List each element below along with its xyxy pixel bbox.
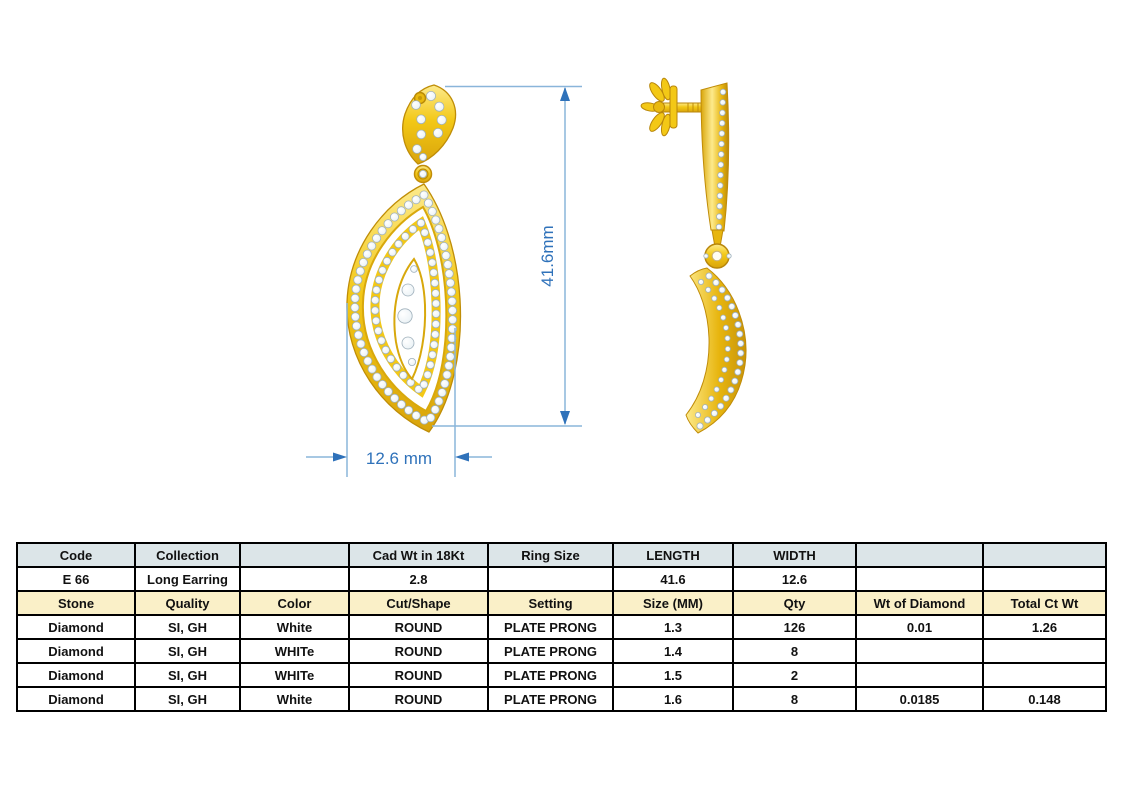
diamond-dot (378, 380, 386, 388)
table-cell: PLATE PRONG (488, 639, 613, 663)
table-cell: Diamond (17, 663, 135, 687)
diamond-dot (719, 141, 725, 147)
table-row (17, 615, 1106, 639)
table-cell: Setting (488, 591, 613, 615)
diamond-dot (354, 331, 362, 339)
diamond-dot (360, 348, 368, 356)
diamond-dot (446, 279, 454, 287)
diamond-dot (424, 239, 432, 247)
diamond-dot (709, 396, 714, 401)
diamond-dot (435, 102, 444, 111)
table-cell: ROUND (349, 639, 488, 663)
width-dimension-label: 12.6 mm (365, 449, 433, 468)
diamond-dot (389, 249, 397, 257)
table-cell: Collection (135, 543, 240, 567)
diamond-dot (725, 336, 730, 341)
table-cell: 0.0185 (856, 687, 983, 711)
table-cell: PLATE PRONG (488, 663, 613, 687)
diamond-dot (735, 322, 741, 328)
diamond-dot (441, 380, 449, 388)
diamond-dot (429, 351, 437, 359)
diamond-dot (431, 406, 439, 414)
diamond-dot (412, 411, 420, 419)
diamond-dot (417, 115, 426, 124)
table-cell: 1.6 (613, 687, 733, 711)
table-cell: Stone (17, 591, 135, 615)
diamond-dot (723, 325, 728, 330)
diamond-dot (735, 369, 741, 375)
diamond-dot (446, 353, 454, 361)
diamond-dot (400, 372, 408, 380)
table-cell (983, 663, 1106, 687)
center-diamond (402, 284, 414, 296)
diamond-dot (432, 290, 440, 298)
diamond-dot (445, 270, 453, 278)
spec-table (16, 542, 1107, 712)
diamond-dot (387, 355, 395, 363)
diamond-dot (698, 279, 703, 284)
table-cell: 8 (733, 639, 856, 663)
diamond-dot (729, 303, 735, 309)
diamond-dot (720, 110, 726, 116)
length-dimension-label: 41.6mm (538, 225, 557, 287)
table-cell: ROUND (349, 663, 488, 687)
diamond-dot (724, 295, 730, 301)
diamond-dot (420, 381, 428, 389)
table-cell (856, 639, 983, 663)
diamond-dot (368, 242, 376, 250)
table-cell: 1.26 (983, 615, 1106, 639)
diamond-dot (371, 296, 379, 304)
table-cell: PLATE PRONG (488, 687, 613, 711)
diamond-dot (723, 395, 729, 401)
table-cell: Cut/Shape (349, 591, 488, 615)
diamond-dot (704, 254, 708, 258)
diamond-dot (397, 400, 405, 408)
diamond-dot (359, 258, 367, 266)
diamond-dot (352, 322, 360, 330)
diamond-dot (704, 417, 710, 423)
diamond-dot (413, 145, 422, 154)
diamond-dot (364, 357, 372, 365)
table-cell: SI, GH (135, 615, 240, 639)
table-row (17, 687, 1106, 711)
diamond-dot (435, 225, 443, 233)
diamond-dot (718, 162, 724, 168)
diamond-dot (717, 214, 723, 220)
table-cell: ROUND (349, 615, 488, 639)
diamond-dot (419, 170, 426, 177)
diamond-dot (397, 207, 405, 215)
table-cell: Diamond (17, 639, 135, 663)
diamond-dot (432, 310, 440, 318)
table-cell: LENGTH (613, 543, 733, 567)
diamond-dot (443, 371, 451, 379)
diamond-dot (435, 397, 443, 405)
diamond-dot (390, 213, 398, 221)
diamond-dot (719, 131, 725, 137)
diamond-dot (714, 387, 719, 392)
diamond-dot (383, 257, 391, 265)
diamond-dot (440, 242, 448, 250)
diamond-dot (737, 360, 743, 366)
table-cell (488, 567, 613, 591)
diamond-dot (703, 405, 708, 410)
table-cell: Wt of Diamond (856, 591, 983, 615)
table-cell (856, 543, 983, 567)
diamond-dot (375, 276, 383, 284)
diamond-dot (395, 240, 403, 248)
diamond-dot (408, 358, 415, 365)
diamond-dot (718, 172, 724, 178)
table-cell: 41.6 (613, 567, 733, 591)
arrow-left-icon (455, 453, 469, 462)
table-cell: SI, GH (135, 639, 240, 663)
table-cell (856, 567, 983, 591)
diamond-dot (421, 229, 429, 237)
diamond-dot (444, 261, 452, 269)
diamond-dot (405, 406, 413, 414)
table-cell: 1.4 (613, 639, 733, 663)
table-cell: Diamond (17, 615, 135, 639)
diamond-dot (427, 361, 435, 369)
diamond-dot (378, 337, 386, 345)
table-cell: 1.3 (613, 615, 733, 639)
diamond-dot (717, 305, 722, 310)
diamond-dot (727, 254, 731, 258)
arrow-down-icon (560, 411, 570, 425)
table-cell: Qty (733, 591, 856, 615)
diamond-dot (352, 285, 360, 293)
diamond-dot (738, 340, 744, 346)
center-diamond (402, 337, 414, 349)
diamond-dot (391, 394, 399, 402)
diamond-dot (706, 273, 712, 279)
diamond-dot (356, 267, 364, 275)
diamond-dot (449, 316, 457, 324)
diamond-dot (732, 312, 738, 318)
table-cell: White (240, 687, 349, 711)
diamond-dot (719, 287, 725, 293)
diamond-dot (711, 410, 717, 416)
diamond-dot (384, 220, 392, 228)
diamond-dot (407, 379, 415, 387)
diamond-dot (720, 100, 726, 106)
side-bar (701, 83, 729, 231)
table-cell: 8 (733, 687, 856, 711)
diamond-dot (431, 331, 439, 339)
table-cell: 1.5 (613, 663, 733, 687)
diamond-dot (725, 346, 730, 351)
butterfly-clutch (640, 77, 677, 136)
diamond-dot (737, 331, 743, 337)
diamond-dot (411, 266, 418, 273)
table-cell (240, 567, 349, 591)
table-cell: Code (17, 543, 135, 567)
table-cell: Long Earring (135, 567, 240, 591)
diamond-dot (437, 115, 446, 124)
table-cell (983, 639, 1106, 663)
table-cell: Color (240, 591, 349, 615)
diamond-dot (433, 128, 442, 137)
diamond-dot (428, 207, 436, 215)
diamond-dot (384, 388, 392, 396)
arrow-right-icon (333, 453, 347, 462)
diamond-dot (431, 279, 439, 287)
diamond-dot (713, 280, 719, 286)
diamond-dot (426, 91, 435, 100)
side-connector-hole (712, 251, 722, 261)
spec-table-body (17, 543, 1106, 711)
table-cell: PLATE PRONG (488, 615, 613, 639)
center-diamond (398, 309, 412, 323)
diamond-dot (738, 350, 744, 356)
table-cell: 2.8 (349, 567, 488, 591)
diamond-dot (706, 287, 711, 292)
diamond-dot (426, 249, 434, 257)
table-cell: 12.6 (733, 567, 856, 591)
diamond-dot (372, 317, 380, 325)
diamond-dot (375, 327, 383, 335)
diamond-dot (447, 343, 455, 351)
table-cell: White (240, 615, 349, 639)
earring-side-view (640, 77, 746, 433)
diamond-dot (351, 294, 359, 302)
diamond-dot (379, 267, 387, 275)
diamond-dot (417, 130, 426, 139)
diamond-dot (428, 259, 436, 267)
diamond-dot (412, 196, 420, 204)
diamond-dot (378, 227, 386, 235)
table-cell: Diamond (17, 687, 135, 711)
diamond-dot (363, 250, 371, 258)
diamond-dot (412, 101, 421, 110)
diamond-dot (728, 387, 734, 393)
diamond-dot (354, 276, 362, 284)
diamond-dot (404, 201, 412, 209)
diamond-dot (697, 423, 703, 429)
side-band (686, 268, 746, 433)
diamond-dot (712, 296, 717, 301)
diamond-dot (432, 216, 440, 224)
diamond-dot (717, 183, 723, 189)
diamond-dot (695, 412, 700, 417)
diamond-dot (424, 199, 432, 207)
diamond-dot (718, 403, 724, 409)
diamond-dot (424, 371, 432, 379)
diamond-dot (732, 378, 738, 384)
table-row (17, 663, 1106, 687)
table-cell: Size (MM) (613, 591, 733, 615)
diamond-dot (382, 346, 390, 354)
diamond-dot (432, 300, 440, 308)
diamond-dot (393, 364, 401, 372)
table-cell: Total Ct Wt (983, 591, 1106, 615)
diamond-dot (718, 152, 724, 158)
diamond-dot (447, 288, 455, 296)
table-cell: SI, GH (135, 687, 240, 711)
diamond-dot (438, 389, 446, 397)
diamond-dot (716, 224, 722, 230)
diamond-dot (438, 234, 446, 242)
table-row (17, 591, 1106, 615)
table-cell (856, 663, 983, 687)
table-cell: 2 (733, 663, 856, 687)
table-cell: Cad Wt in 18Kt (349, 543, 488, 567)
table-cell (983, 543, 1106, 567)
diamond-dot (419, 153, 426, 160)
stud-swirl-center (418, 96, 422, 100)
diamond-dot (373, 234, 381, 242)
diamond-dot (427, 414, 435, 422)
diamond-dot (371, 307, 379, 315)
table-cell: WHITe (240, 663, 349, 687)
diamond-dot (720, 89, 726, 95)
table-cell: 126 (733, 615, 856, 639)
diamond-dot (430, 269, 438, 277)
table-cell: 0.148 (983, 687, 1106, 711)
diamond-dot (430, 341, 438, 349)
table-row (17, 567, 1106, 591)
table-cell: ROUND (349, 687, 488, 711)
table-cell: WIDTH (733, 543, 856, 567)
diamond-dot (717, 193, 723, 199)
diamond-dot (432, 320, 440, 328)
diamond-dot (719, 120, 725, 126)
diamond-dot (719, 377, 724, 382)
diamond-dot (417, 219, 425, 227)
diamond-dot (373, 286, 381, 294)
table-row (17, 639, 1106, 663)
diamond-dot (351, 313, 359, 321)
diamond-dot (402, 233, 410, 241)
table-cell: SI, GH (135, 663, 240, 687)
diamond-dot (351, 303, 359, 311)
diamond-dot (448, 297, 456, 305)
table-cell: E 66 (17, 567, 135, 591)
diamond-dot (442, 251, 450, 259)
table-cell: Quality (135, 591, 240, 615)
diamond-dot (445, 362, 453, 370)
table-cell (983, 567, 1106, 591)
diamond-dot (420, 191, 428, 199)
earring-front-view (347, 85, 461, 432)
diamond-dot (373, 373, 381, 381)
diamond-dot (721, 315, 726, 320)
diamond-dot (717, 203, 723, 209)
table-cell (240, 543, 349, 567)
diamond-dot (368, 365, 376, 373)
diamond-dot (448, 306, 456, 314)
diamond-dot (357, 340, 365, 348)
arrow-up-icon (560, 87, 570, 101)
diamond-dot (722, 367, 727, 372)
table-cell: Ring Size (488, 543, 613, 567)
table-row (17, 543, 1106, 567)
diamond-dot (724, 357, 729, 362)
table-cell: 0.01 (856, 615, 983, 639)
table-cell: WHITe (240, 639, 349, 663)
diamond-dot (409, 226, 417, 234)
